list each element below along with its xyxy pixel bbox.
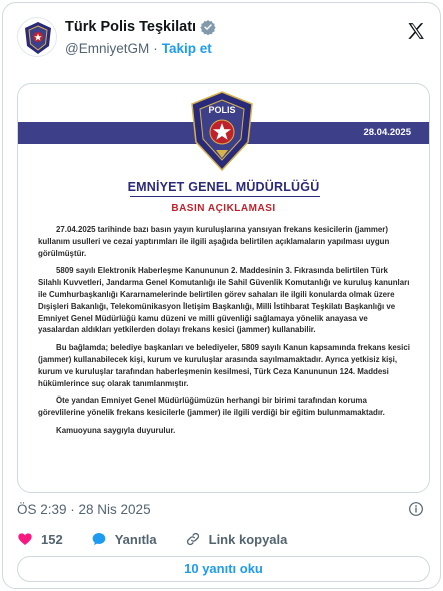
title-divider xyxy=(130,196,320,197)
paragraph: Kamuoyuna saygıyla duyurulur. xyxy=(56,425,176,435)
org-title: EMNİYET GENEL MÜDÜRLÜĞÜ xyxy=(127,180,320,194)
reply-label: Yanıtla xyxy=(114,531,157,547)
avatar[interactable] xyxy=(17,17,57,57)
like-button[interactable] xyxy=(17,531,63,547)
paragraph: Öte yandan Emniyet Genel Müdürlüğümüzün herhangi bir birimi tarafından koruma görevlilerine yönelik frekans kesicilerle (jammer) ile ilgili verdiği bir eğitim bulunmamaktadır. xyxy=(38,396,385,418)
tweet-card xyxy=(2,2,441,589)
police-emblem-icon xyxy=(186,90,258,174)
account-name[interactable]: Türk Polis Teşkilatı xyxy=(65,19,197,35)
reply-bubble-icon xyxy=(91,531,107,547)
release-body xyxy=(38,224,411,443)
link-icon xyxy=(185,531,201,547)
reply-button[interactable] xyxy=(91,531,157,547)
verified-badge-icon xyxy=(200,19,216,35)
account-handle[interactable]: @EmniyetGM xyxy=(65,41,150,56)
follow-button[interactable]: Takip et xyxy=(161,41,212,56)
info-icon[interactable] xyxy=(408,501,424,517)
like-count: 152 xyxy=(41,531,63,547)
tweet-actions xyxy=(17,531,315,547)
copy-link-button[interactable] xyxy=(185,531,288,547)
read-replies-button[interactable]: 10 yanıtı oku xyxy=(17,556,430,582)
release-date: 28.04.2025 xyxy=(363,127,411,138)
tweet-timestamp[interactable]: ÖS 2:39 · 28 Nis 2025 xyxy=(17,502,151,517)
separator: · xyxy=(153,41,158,56)
name-row xyxy=(65,19,216,35)
police-badge-icon xyxy=(18,18,57,57)
handle-row xyxy=(65,41,212,56)
paragraph: 5809 sayılı Elektronik Haberleşme Kanununun 2. Maddesinin 3. Fıkrasında belirtilen Türk Silahlı Kuvvetleri, Jandarma Genel Komutanlığı ile Sahil Güvenlik Komutanlığı ve kuruluş kanunları ile Cumhurbaşkanlığı Kararnamelerinde belirtilen görev sahaları ile ilgili konularda olmak üzere Dışişleri Bakanlığı, Telekomünikasyon İletişim Başkanlığı, Milli İstihbarat Teşkilatı Başkanlığı ve Emniyet Genel Müdürlüğü kamu düzeni ve milli güvenliği sağlamaya yönelik anayasa ve yasalardan aldıkları yetkilerden dolayı frekans kesici (jammer) kullanabilir. xyxy=(38,266,410,335)
x-logo-icon[interactable] xyxy=(406,21,426,41)
tweet-header xyxy=(17,17,426,63)
release-subtitle: BASIN AÇIKLAMASI xyxy=(171,203,276,214)
emblem-text: POLIS xyxy=(208,105,236,115)
paragraph: 27.04.2025 tarihinde bazı basın yayın kuruluşlarına yansıyan frekans kesicilerin (jammer) kullanım usulleri ve cezai yaptırımları ile ilgili aşağıda belirtilen açıklamaların yapılması uygun görülmüştür. xyxy=(38,225,390,258)
press-release-image[interactable] xyxy=(17,83,430,493)
heart-icon xyxy=(17,531,33,547)
paragraph: Bu bağlamda; belediye başkanları ve belediyeler, 5809 sayılı Kanun kapsamında frekans kesici (jammer) kullanabilecek kişi, kurum ve kuruluşlar arasında sayılmamaktadır. Ayrıca yetkisiz kişi, kurum ve kuruluşlar tarafından haberleşmenin kesilmesi, Türk Ceza Kanununun 124. Maddesi hükümlerince suç olarak tanımlanmıştır. xyxy=(38,343,410,388)
copy-link-label: Link kopyala xyxy=(208,531,288,547)
